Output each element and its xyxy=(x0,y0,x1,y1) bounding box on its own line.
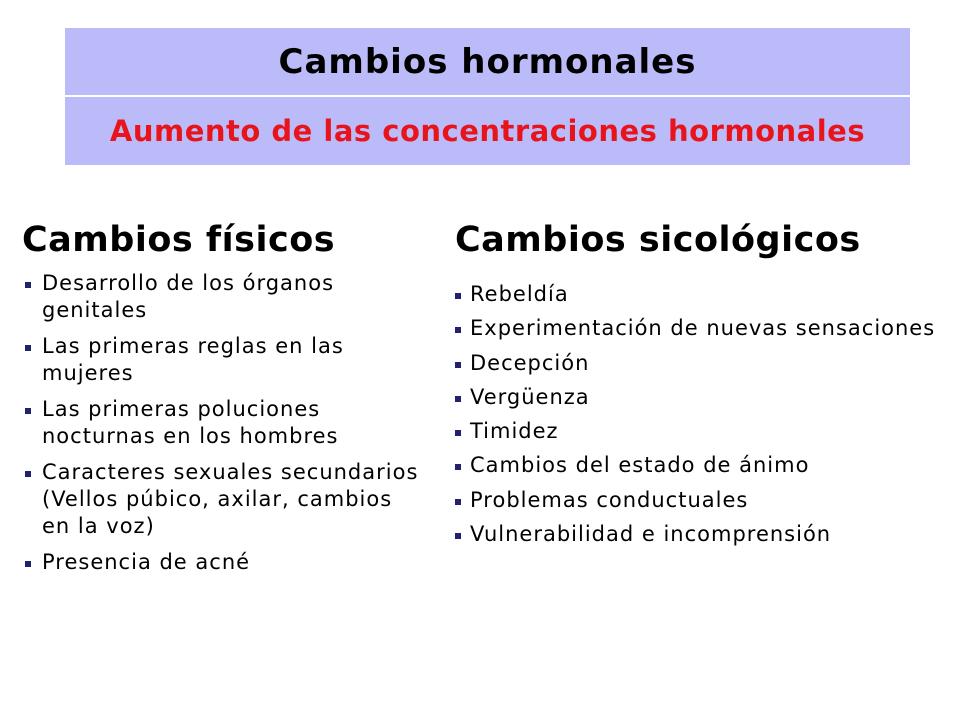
list-item-text: Las primeras reglas en las xyxy=(42,334,344,358)
list-item xyxy=(453,350,953,377)
slide-title: Cambios hormonales xyxy=(278,41,697,82)
list-item xyxy=(453,521,953,548)
bullet-icon xyxy=(455,464,461,470)
subtitle-row xyxy=(65,97,910,165)
bullet-icon xyxy=(455,499,461,505)
bullet-icon xyxy=(25,471,31,477)
list-item-text: Problemas conductuales xyxy=(470,487,749,512)
slide-subtitle: Aumento de las concentraciones hormonales xyxy=(109,114,866,148)
list-item-text: Desarrollo de los órganos xyxy=(42,271,335,295)
title-row xyxy=(65,28,910,95)
list-item xyxy=(22,270,437,324)
list-item xyxy=(22,396,437,450)
list-item xyxy=(22,333,437,387)
header-box xyxy=(65,28,910,165)
bullet-icon xyxy=(25,282,31,288)
bullet-icon xyxy=(455,293,461,299)
list-item-text: Rebeldía xyxy=(470,282,569,306)
list-item-text: genitales xyxy=(42,298,148,322)
bullet-icon xyxy=(25,561,31,567)
bullet-icon xyxy=(25,345,31,351)
list-item-text: Caracteres sexuales secundarios xyxy=(42,460,419,484)
list-item xyxy=(453,452,953,479)
bullet-icon xyxy=(455,362,461,368)
list-item-text: Las primeras poluciones xyxy=(42,397,321,421)
list-item xyxy=(453,384,953,411)
bullet-icon xyxy=(455,327,461,333)
list-item-text: Decepción xyxy=(470,350,590,375)
psychological-changes-list xyxy=(453,281,953,555)
list-item-text: mujeres xyxy=(42,361,134,385)
bullet-icon xyxy=(455,430,461,436)
list-item xyxy=(453,281,953,308)
list-item-text: (Vellos púbico, axilar, cambios xyxy=(42,487,393,511)
bullet-icon xyxy=(25,408,31,414)
bullet-icon xyxy=(455,396,461,402)
list-item-text: Cambios del estado de ánimo xyxy=(470,453,810,478)
bullet-icon xyxy=(455,533,461,539)
list-item xyxy=(22,549,437,576)
list-item-text: Experimentación de nuevas sensaciones xyxy=(470,316,936,341)
list-item-text: Vergüenza xyxy=(470,384,590,409)
list-item-text: Timidez xyxy=(470,419,559,444)
list-item xyxy=(453,418,953,445)
physical-changes-list xyxy=(22,270,437,585)
list-item xyxy=(453,315,953,342)
list-item xyxy=(453,487,953,514)
psychological-changes-heading: Cambios sicológicos xyxy=(455,220,861,260)
list-item-text: Vulnerabilidad e incomprensión xyxy=(470,522,832,547)
list-item xyxy=(22,459,437,540)
list-item-text: en la voz) xyxy=(42,514,155,538)
list-item-text: nocturnas en los hombres xyxy=(42,424,339,448)
list-item-text: Presencia de acné xyxy=(42,550,251,574)
physical-changes-heading: Cambios físicos xyxy=(22,220,336,260)
